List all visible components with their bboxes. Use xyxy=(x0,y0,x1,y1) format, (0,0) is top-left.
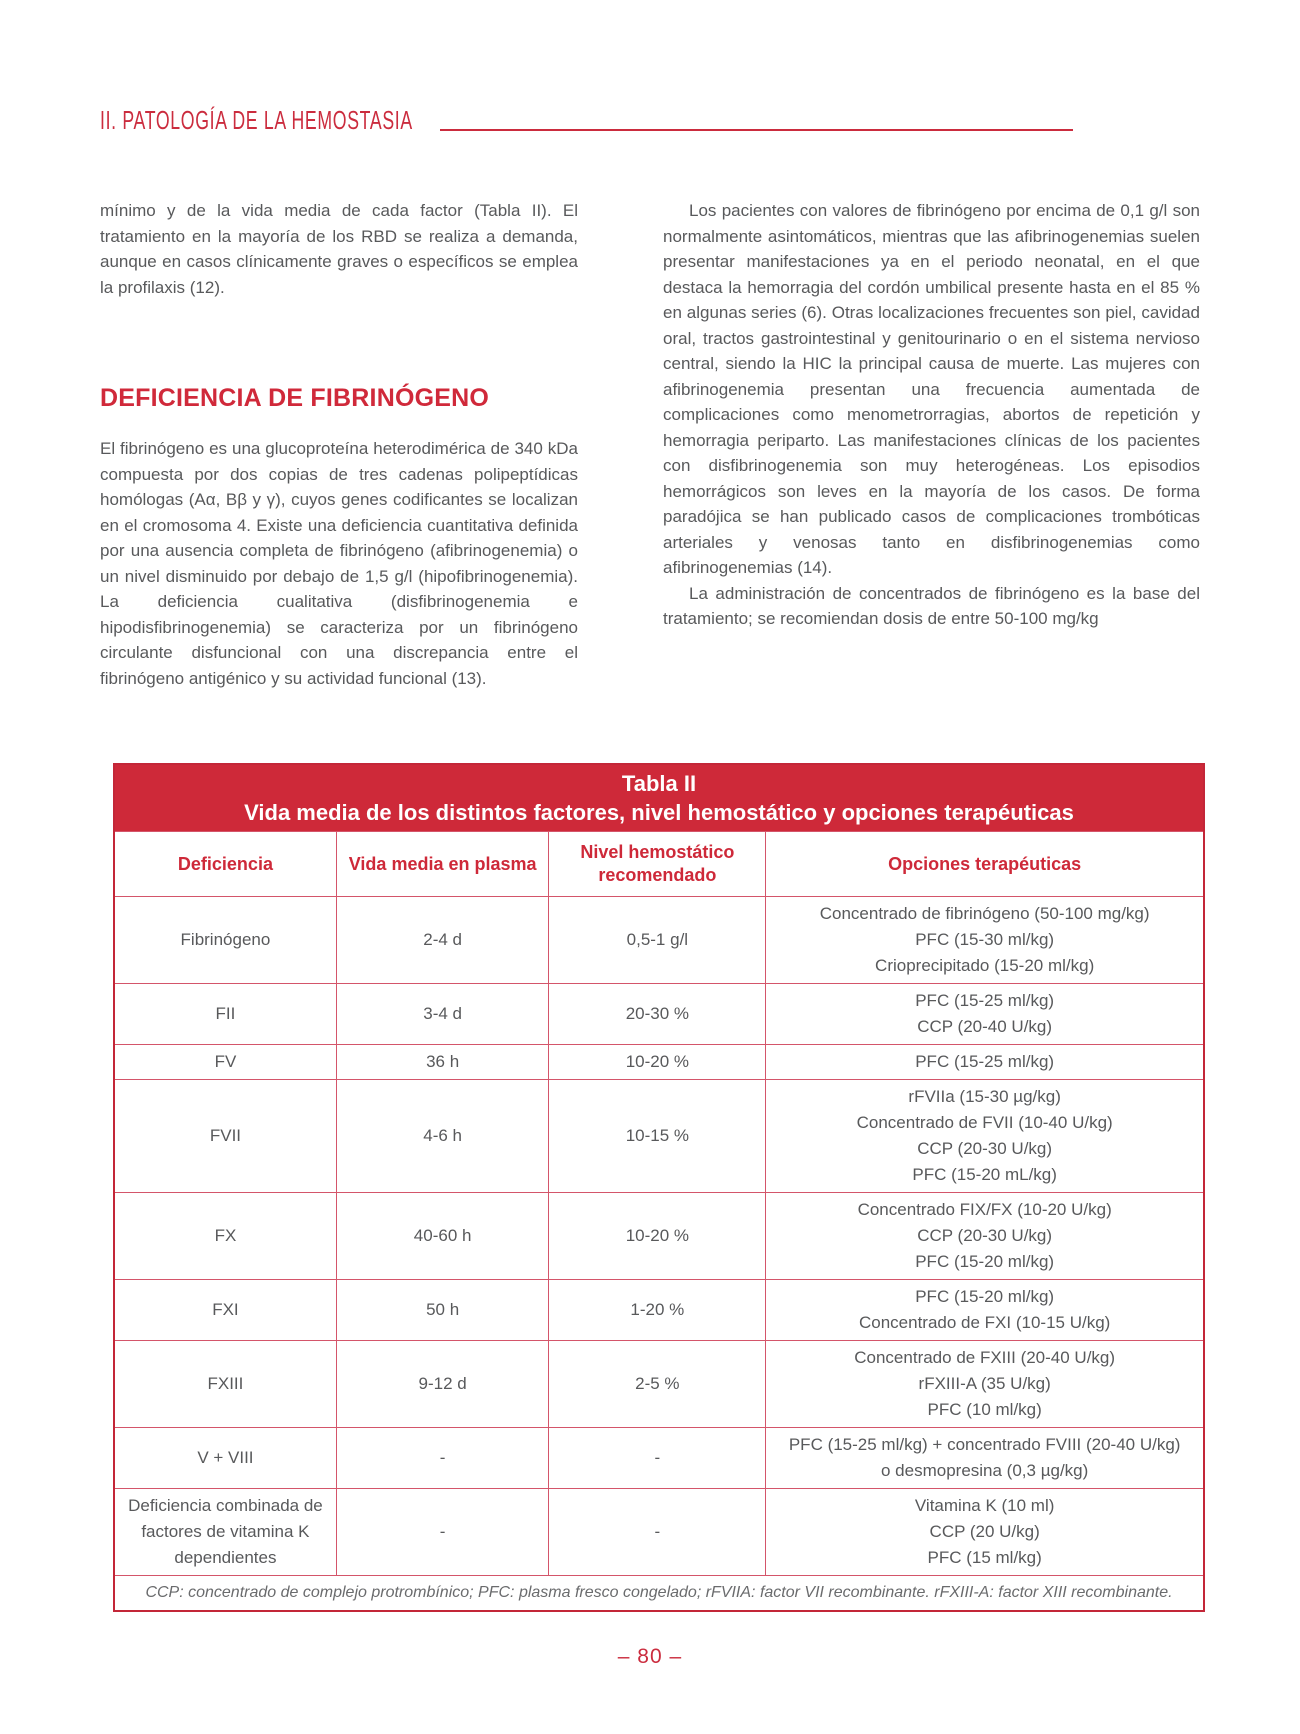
table-row xyxy=(114,1193,1204,1280)
opcion-line: Concentrado de FXIII (20-40 U/kg) xyxy=(854,1348,1116,1367)
cell-vida-media: 36 h xyxy=(336,1045,549,1080)
cell-nivel-hemostatico: - xyxy=(549,1489,766,1576)
paragraph-right-2: La administración de concentrados de fibrinógeno es la base del tratamiento; se recomiendan dosis de entre 50-100 mg/kg xyxy=(663,583,1200,628)
running-header-title: II. PATOLOGÍA DE LA HEMOSTASIA xyxy=(100,105,413,135)
cell-deficiencia: FXIII xyxy=(114,1341,336,1428)
opcion-line: PFC (15-25 ml/kg) + concentrado FVIII (20-40 U/kg) xyxy=(788,1435,1181,1454)
cell-nivel-hemostatico: - xyxy=(549,1428,766,1489)
table-subtitle: Vida media de los distintos factores, nivel hemostático y opciones terapéuticas xyxy=(244,800,1074,825)
paragraph-left-1: mínimo y de la vida media de cada factor (Tabla II). El tratamiento en la mayoría de los RBD se realiza a demanda, aunque en casos clínicamente graves o específicos se emplea la profilaxis (12). xyxy=(100,201,578,297)
paragraph-right-1: Los pacientes con valores de fibrinógeno por encima de 0,1 g/l son normalmente asintomáticos, mientras que las afibrinogenemias suelen presentar manifestaciones ya en el periodo neonatal, en el que destaca la hemorragia del cordón umbilical presente hasta en el 85 % en algunas series (6). Otras localizaciones frecuentes son piel, cavidad oral, tractos gastrointestinal y genitourinario o en el sistema nervioso central, siendo la HIC la principal causa de muerte. Las mujeres con afibrinogenemia presentan una frecuencia aumentada de complicaciones como menometrorragias, abortos de repetición y hemorragia periparto. Las manifestaciones clínicas de los pacientes con disfibrinogenemia son muy heterogéneas. Los episodios hemorrágicos son leves en la mayoría de los casos. De forma paradójica se han publicado casos de complicaciones trombóticas arteriales y venosas tanto en disfibrinogenemias como afibrinogenemias (14). xyxy=(663,201,1200,577)
opcion-line: o desmopresina (0,3 µg/kg) xyxy=(881,1461,1089,1480)
opcion-line: CCP (20-30 U/kg) xyxy=(917,1226,1053,1245)
cell-opciones xyxy=(766,1428,1204,1489)
right-column xyxy=(663,198,1200,691)
opcion-line: PFC (10 ml/kg) xyxy=(927,1400,1042,1419)
opcion-line: Concentrado de FVII (10-40 U/kg) xyxy=(856,1113,1113,1132)
cell-vida-media: - xyxy=(336,1428,549,1489)
opcion-line: rFXIII-A (35 U/kg) xyxy=(918,1374,1051,1393)
opcion-line: PFC (15-20 mL/kg) xyxy=(912,1165,1057,1184)
running-header xyxy=(100,106,1073,136)
left-column xyxy=(100,198,578,691)
table-column-header-row xyxy=(114,832,1204,897)
table-row xyxy=(114,1080,1204,1193)
cell-opciones xyxy=(766,1341,1204,1428)
cell-opciones xyxy=(766,1280,1204,1341)
table-row xyxy=(114,1341,1204,1428)
column-header-nivel-hemostatico: Nivel hemostático recomendado xyxy=(549,832,766,897)
opcion-line: PFC (15-25 ml/kg) xyxy=(915,1052,1055,1071)
cell-deficiencia: Deficiencia combinada de factores de vitamina K dependientes xyxy=(114,1489,336,1576)
cell-opciones xyxy=(766,1080,1204,1193)
table-row xyxy=(114,1045,1204,1080)
table-row xyxy=(114,1428,1204,1489)
cell-deficiencia: FV xyxy=(114,1045,336,1080)
cell-deficiencia: FII xyxy=(114,984,336,1045)
table-banner xyxy=(114,764,1204,832)
cell-deficiencia: V + VIII xyxy=(114,1428,336,1489)
cell-opciones xyxy=(766,984,1204,1045)
opcion-line: Crioprecipitado (15-20 ml/kg) xyxy=(875,956,1095,975)
cell-vida-media: 9-12 d xyxy=(336,1341,549,1428)
paragraph-left-2: El fibrinógeno es una glucoproteína heterodimérica de 340 kDa compuesta por dos copias de tres cadenas polipeptídicas homólogas (Aα, Bβ y γ), cuyos genes codificantes se localizan en el cromosoma 4. Existe una deficiencia cuantitativa definida por una ausencia completa de fibrinógeno (afibrinogenemia) o un nivel disminuido por debajo de 1,5 g/l (hipofibrinogenemia). La deficiencia cualitativa (disfibrinogenemia e hipodisfibrinogenemia) se caracteriza por un fibrinógeno circulante disfuncional con una discrepancia entre el fibrinógeno antigénico y su actividad funcional (13). xyxy=(100,439,578,688)
table-footnote-row xyxy=(114,1576,1204,1612)
cell-vida-media: 40-60 h xyxy=(336,1193,549,1280)
cell-deficiencia: FX xyxy=(114,1193,336,1280)
body-columns xyxy=(100,198,1200,691)
cell-vida-media: 50 h xyxy=(336,1280,549,1341)
cell-deficiencia: FVII xyxy=(114,1080,336,1193)
section-heading-deficiencia-fibrinogeno: DEFICIENCIA DE FIBRINÓGENO xyxy=(100,384,490,412)
opcion-line: PFC (15-20 ml/kg) xyxy=(915,1287,1055,1306)
cell-vida-media: 3-4 d xyxy=(336,984,549,1045)
cell-nivel-hemostatico: 2-5 % xyxy=(549,1341,766,1428)
page-number: – 80 – xyxy=(617,1645,683,1668)
table-row xyxy=(114,984,1204,1045)
opcion-line: Concentrado de fibrinógeno (50-100 mg/kg) xyxy=(819,904,1150,923)
cell-vida-media: 2-4 d xyxy=(336,897,549,984)
cell-opciones xyxy=(766,897,1204,984)
opcion-line: CCP (20 U/kg) xyxy=(929,1522,1040,1541)
opcion-line: CCP (20-30 U/kg) xyxy=(917,1139,1053,1158)
table-body xyxy=(114,897,1204,1576)
table-banner-row xyxy=(114,764,1204,832)
cell-nivel-hemostatico: 10-20 % xyxy=(549,1045,766,1080)
opcion-line: Concentrado FIX/FX (10-20 U/kg) xyxy=(857,1200,1112,1219)
opcion-line: PFC (15-30 ml/kg) xyxy=(915,930,1055,949)
cell-vida-media: - xyxy=(336,1489,549,1576)
cell-deficiencia: Fibrinógeno xyxy=(114,897,336,984)
cell-nivel-hemostatico: 0,5-1 g/l xyxy=(549,897,766,984)
cell-opciones xyxy=(766,1193,1204,1280)
tabla-ii xyxy=(113,763,1205,1612)
column-header-deficiencia: Deficiencia xyxy=(114,832,336,897)
table-row xyxy=(114,1280,1204,1341)
opcion-line: rFVIIa (15-30 µg/kg) xyxy=(908,1087,1061,1106)
column-header-vida-media: Vida media en plasma xyxy=(336,832,549,897)
opcion-line: CCP (20-40 U/kg) xyxy=(917,1017,1053,1036)
opcion-line: Concentrado de FXI (10-15 U/kg) xyxy=(858,1313,1111,1332)
running-header-rule xyxy=(440,129,1073,131)
cell-deficiencia: FXI xyxy=(114,1280,336,1341)
cell-opciones xyxy=(766,1045,1204,1080)
column-header-opciones: Opciones terapéuticas xyxy=(766,832,1204,897)
cell-opciones xyxy=(766,1489,1204,1576)
opcion-line: Vitamina K (10 ml) xyxy=(914,1496,1055,1515)
cell-nivel-hemostatico: 20-30 % xyxy=(549,984,766,1045)
opcion-line: PFC (15-20 ml/kg) xyxy=(915,1252,1055,1271)
table-row xyxy=(114,897,1204,984)
table-row xyxy=(114,1489,1204,1576)
opcion-line: PFC (15-25 ml/kg) xyxy=(915,991,1055,1010)
opcion-line: PFC (15 ml/kg) xyxy=(927,1548,1042,1567)
cell-nivel-hemostatico: 10-20 % xyxy=(549,1193,766,1280)
cell-vida-media: 4-6 h xyxy=(336,1080,549,1193)
table-title: Tabla II xyxy=(621,771,697,796)
table-footnote: CCP: concentrado de complejo protrombínico; PFC: plasma fresco congelado; rFVIIA: factor VII recombinante. rFXIII-A: factor XIII recombinante. xyxy=(114,1576,1204,1612)
cell-nivel-hemostatico: 10-15 % xyxy=(549,1080,766,1193)
cell-nivel-hemostatico: 1-20 % xyxy=(549,1280,766,1341)
